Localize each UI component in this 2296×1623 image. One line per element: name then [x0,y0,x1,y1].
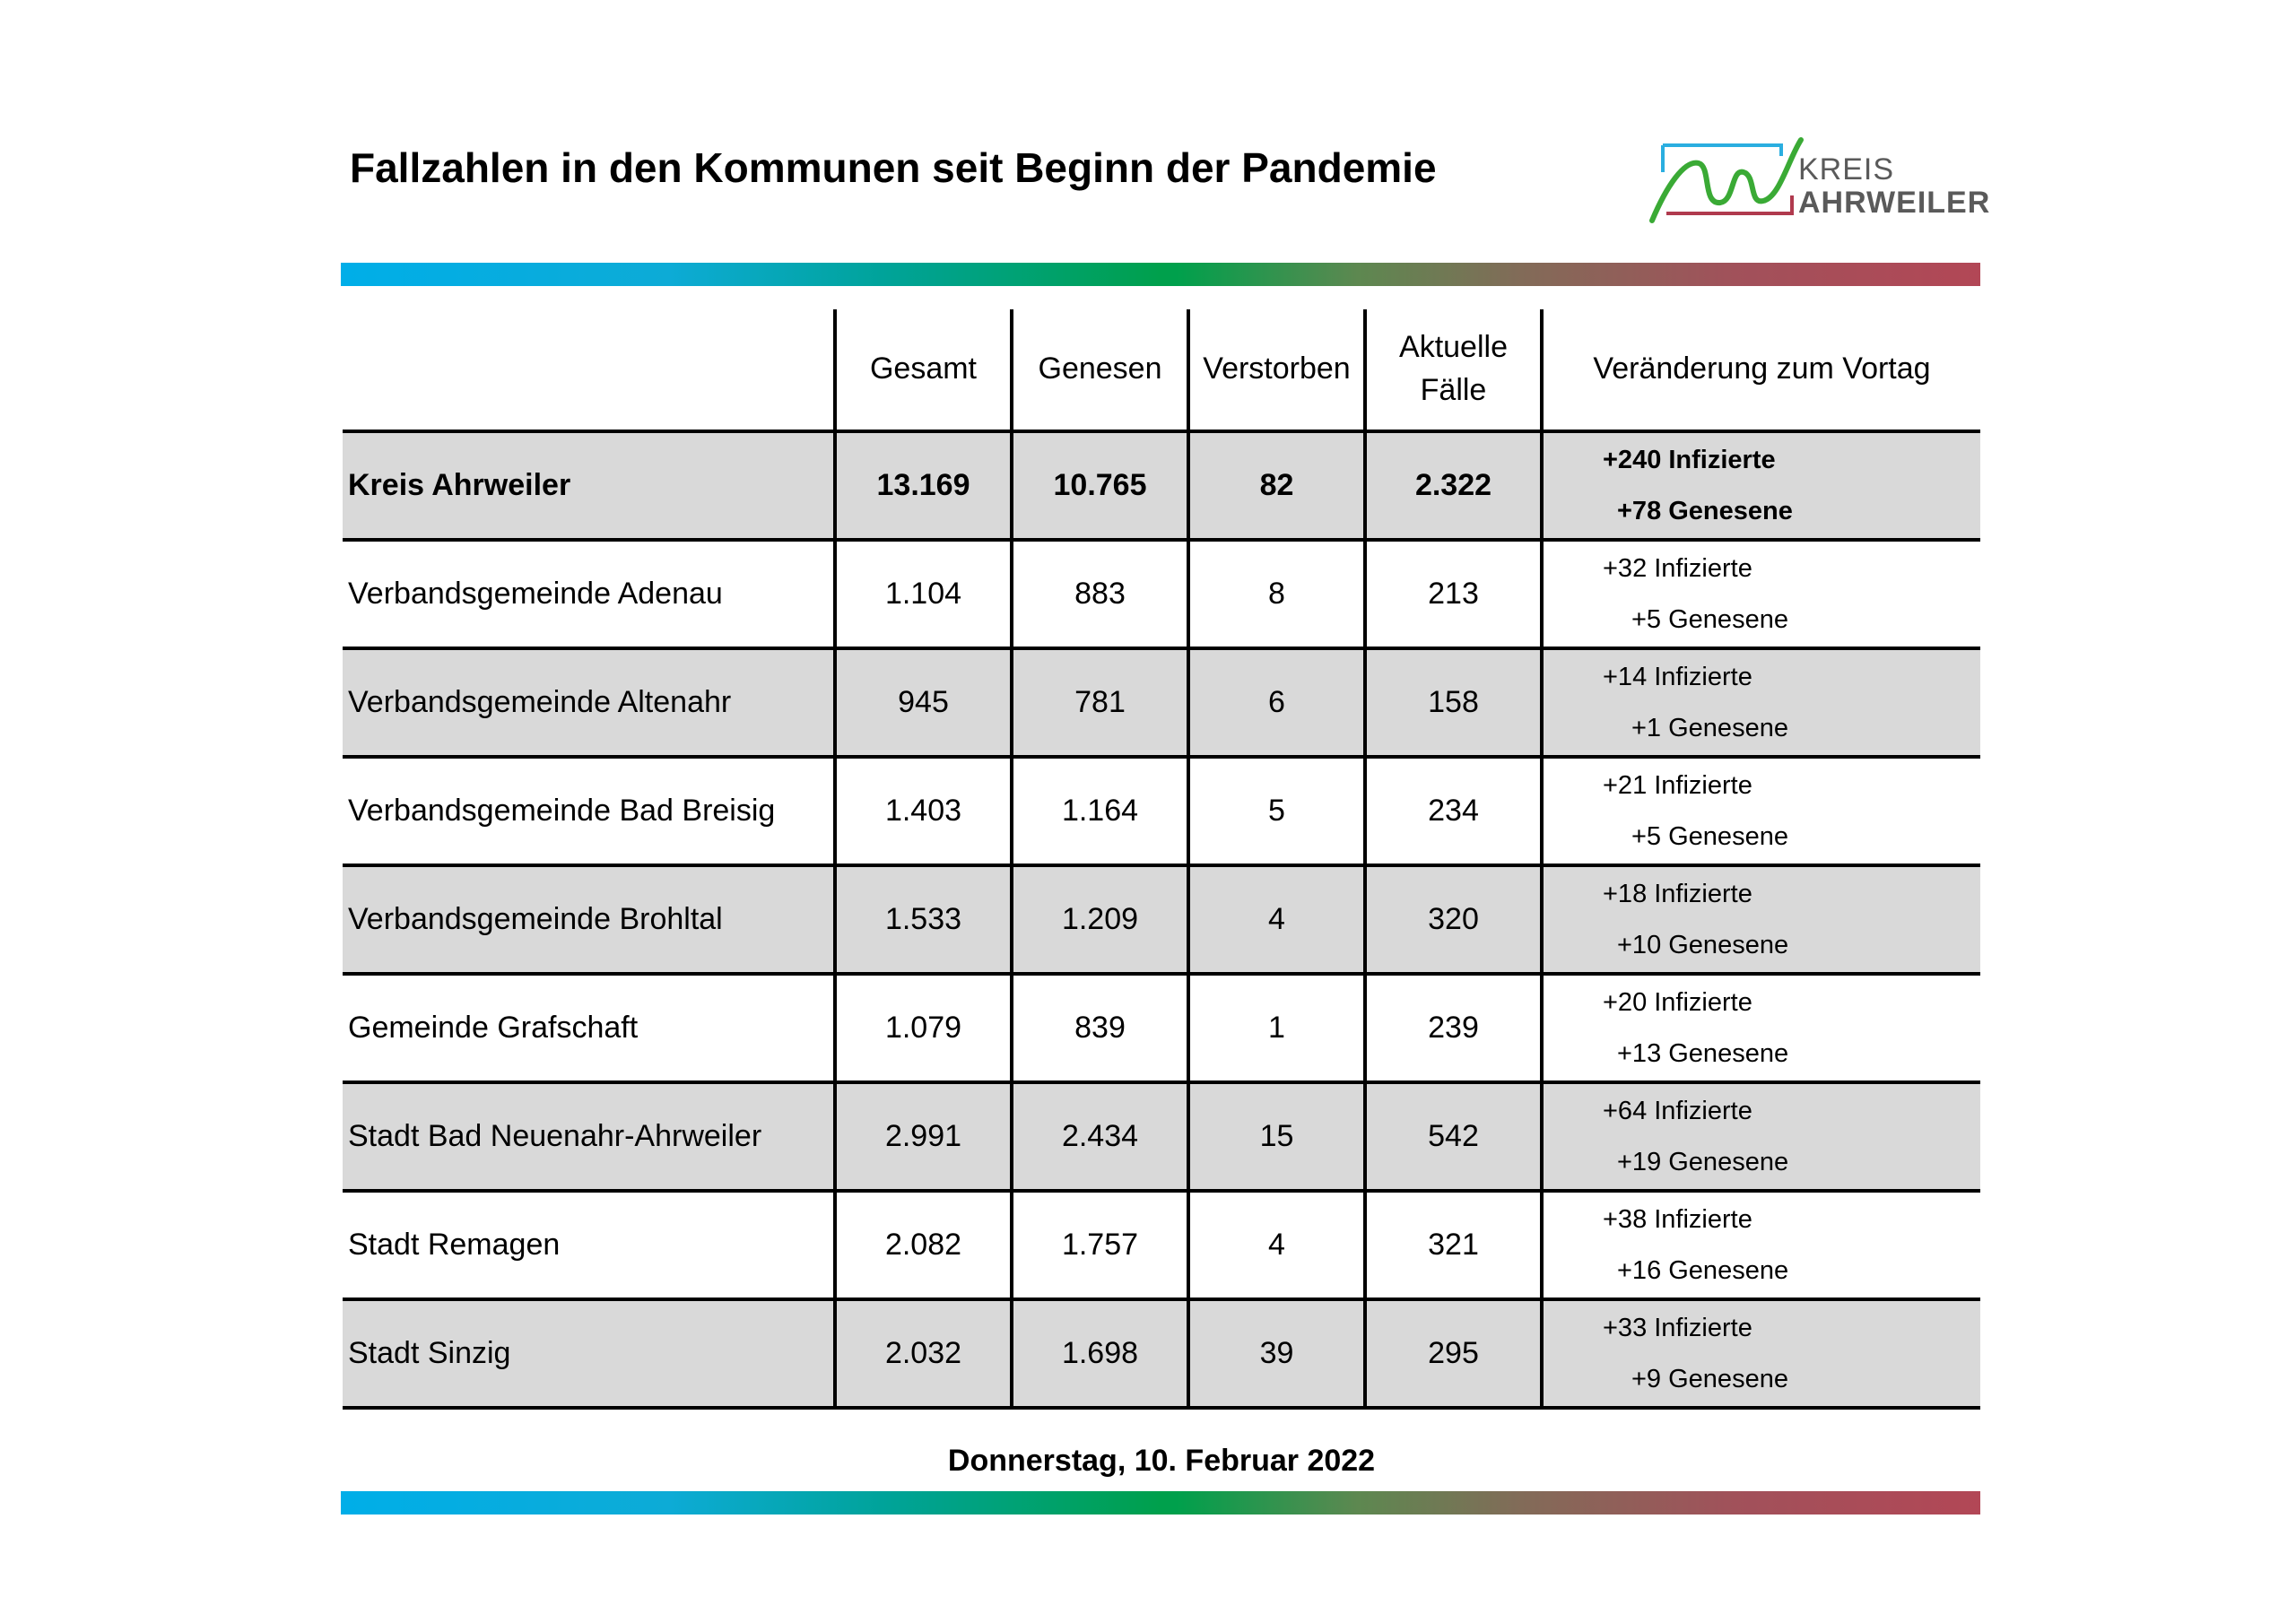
table-row [343,865,1980,974]
cell-gesamt: 1.403 [835,757,1012,865]
header-gesamt: Gesamt [835,309,1012,431]
page-title: Fallzahlen in den Kommunen seit Beginn der Pandemie [350,144,1437,191]
change-infizierte: +32 Infizierte [1603,553,1752,583]
cell-name: Verbandsgemeinde Adenau [343,540,835,648]
cell-gesamt: 2.032 [835,1299,1012,1408]
change-genesene: +5 Genesene [1631,821,1788,851]
header-veraenderung: Veränderung zum Vortag [1542,309,1980,431]
table-row [343,757,1980,865]
change-infizierte: +14 Infizierte [1603,662,1752,691]
cell-change [1542,431,1980,540]
cell-gesamt: 945 [835,648,1012,757]
bottom-gradient-bar [341,1491,1980,1515]
table-row [343,1191,1980,1299]
cell-verstorben: 5 [1188,757,1365,865]
cell-name: Kreis Ahrweiler [343,431,835,540]
change-infizierte: +38 Infizierte [1603,1204,1752,1234]
change-infizierte: +33 Infizierte [1603,1313,1752,1342]
cell-change [1542,1191,1980,1299]
cell-genesen: 10.765 [1012,431,1188,540]
cell-verstorben: 15 [1188,1082,1365,1191]
cell-gesamt: 1.079 [835,974,1012,1082]
case-table [343,309,1980,1410]
cell-aktuell: 295 [1365,1299,1542,1408]
cell-name: Verbandsgemeinde Altenahr [343,648,835,757]
cell-aktuell: 239 [1365,974,1542,1082]
cell-verstorben: 8 [1188,540,1365,648]
change-infizierte: +64 Infizierte [1603,1096,1752,1125]
header-aktuelle-faelle: Aktuelle Fälle [1365,309,1542,431]
cell-verstorben: 82 [1188,431,1365,540]
cell-name: Stadt Bad Neuenahr-Ahrweiler [343,1082,835,1191]
cell-verstorben: 6 [1188,648,1365,757]
cell-change [1542,1299,1980,1408]
table-row [343,540,1980,648]
table-row [343,1082,1980,1191]
cell-genesen: 1.209 [1012,865,1188,974]
table-row [343,974,1980,1082]
cell-change [1542,1082,1980,1191]
cell-genesen: 1.757 [1012,1191,1188,1299]
cell-aktuell: 2.322 [1365,431,1542,540]
cell-change [1542,648,1980,757]
change-infizierte: +21 Infizierte [1603,770,1752,800]
header-genesen: Genesen [1012,309,1188,431]
cell-genesen: 1.164 [1012,757,1188,865]
cell-gesamt: 13.169 [835,431,1012,540]
change-genesene: +5 Genesene [1631,604,1788,634]
cell-name: Stadt Sinzig [343,1299,835,1408]
change-infizierte: +20 Infizierte [1603,987,1752,1017]
cell-name: Verbandsgemeinde Bad Breisig [343,757,835,865]
cell-aktuell: 321 [1365,1191,1542,1299]
table-header-row [343,309,1980,431]
cell-name: Verbandsgemeinde Brohltal [343,865,835,974]
cell-change [1542,540,1980,648]
change-infizierte: +240 Infizierte [1603,445,1776,474]
cell-verstorben: 39 [1188,1299,1365,1408]
cell-genesen: 883 [1012,540,1188,648]
cell-change [1542,865,1980,974]
change-genesene: +16 Genesene [1617,1255,1789,1285]
change-genesene: +9 Genesene [1631,1364,1788,1393]
change-infizierte: +18 Infizierte [1603,879,1752,908]
logo-text-ahrweiler: AHRWEILER [1798,186,1991,220]
cell-genesen: 839 [1012,974,1188,1082]
top-gradient-bar [341,263,1980,286]
cell-verstorben: 4 [1188,865,1365,974]
cell-change [1542,757,1980,865]
cell-aktuell: 213 [1365,540,1542,648]
cell-aktuell: 542 [1365,1082,1542,1191]
cell-verstorben: 4 [1188,1191,1365,1299]
change-genesene: +10 Genesene [1617,930,1789,959]
cell-genesen: 1.698 [1012,1299,1188,1408]
cell-aktuell: 158 [1365,648,1542,757]
cell-gesamt: 1.104 [835,540,1012,648]
logo-text-kreis: KREIS [1798,152,1895,187]
cell-aktuell: 320 [1365,865,1542,974]
change-genesene: +19 Genesene [1617,1147,1789,1176]
cell-verstorben: 1 [1188,974,1365,1082]
change-genesene: +13 Genesene [1617,1038,1789,1068]
change-genesene: +78 Genesene [1617,496,1793,525]
cell-gesamt: 1.533 [835,865,1012,974]
table-row [343,648,1980,757]
cell-name: Stadt Remagen [343,1191,835,1299]
cell-change [1542,974,1980,1082]
cell-genesen: 781 [1012,648,1188,757]
cell-aktuell: 234 [1365,757,1542,865]
header-empty [343,309,835,431]
change-genesene: +1 Genesene [1631,713,1788,742]
table-row [343,1299,1980,1408]
table-row [343,431,1980,540]
cell-name: Gemeinde Grafschaft [343,974,835,1082]
cell-genesen: 2.434 [1012,1082,1188,1191]
cell-gesamt: 2.991 [835,1082,1012,1191]
cell-gesamt: 2.082 [835,1191,1012,1299]
report-date: Donnerstag, 10. Februar 2022 [947,1444,1376,1478]
header-verstorben: Verstorben [1188,309,1365,431]
